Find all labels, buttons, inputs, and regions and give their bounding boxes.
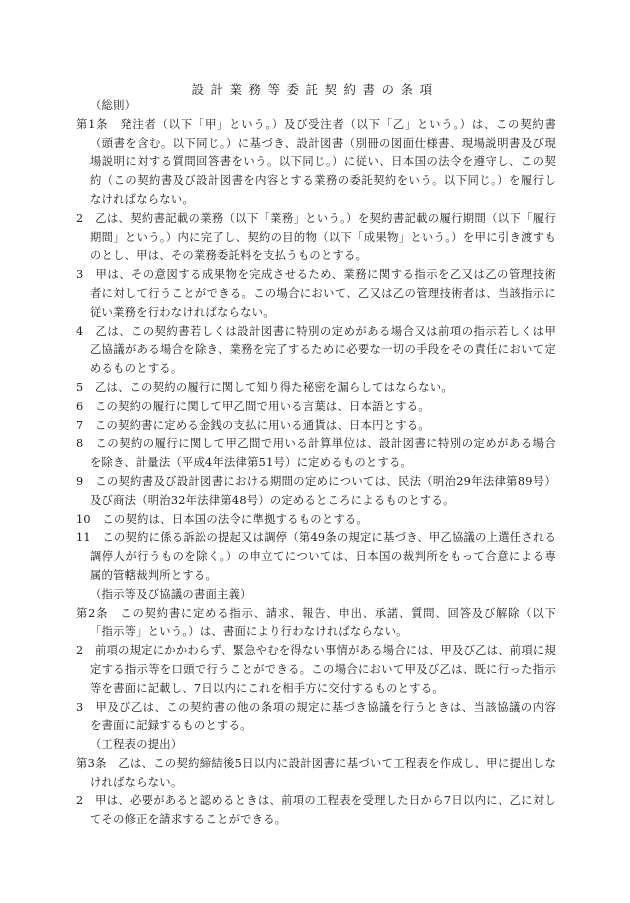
article-2-clause-1: 第2条 この契約書に定める指示、請求、報告、申出、承諾、質問、回答及び解除（以下「指示等」という。）は、書面により行わなければならない。 — [76, 606, 556, 639]
article-1-clause-9: 9 この契約書及び設計図書における期間の定めについては、民法（明治29年法律第89号）及び商法（明治32年法律第48号）の定めるところによるものとする。 — [76, 474, 556, 507]
article-1-clause-10: 10 この契約は、日本国の法令に準拠するものとする。 — [76, 512, 369, 526]
article-3-clause-1: 第3条 乙は、この契約締結後5日以内に設計図書に基づいて工程表を作成し、甲に提出しなければならない。 — [76, 756, 556, 789]
article-2-clause-2: 2 前項の規定にかかわらず、緊急やむを得ない事情がある場合には、甲及び乙は、前項に規定する指示等を口頭で行うことができる。この場合において甲及び乙は、既に行った指示等を書面に記載し、7日以内にこれを相手方に交付するものとする。 — [76, 644, 556, 695]
section-heading-written-instructions: （指示等及び協議の書面主義） — [90, 587, 252, 601]
section-heading-schedule: （工程表の提出） — [90, 738, 183, 752]
article-1-clause-8: 8 この契約の履行に関して甲乙間で用いる計算単位は、設計図書に特別の定めがある場合を除き、計量法（平成4年法律第51号）に定めるものとする。 — [76, 437, 556, 470]
article-1-clause-1: 第1条 発注者（以下「甲」という。）及び受注者（以下「乙」という。）は、この契約書（頭書を含む。以下同じ。）に基づき、設計図書（別冊の図面仕様書、現場説明書及び現場説明に対する質問回答書をいう。以下同じ。）に従い、日本国の法令を遵守し、この契約（この契約書及び設計図書を内容とする業務の委託契約をいう。以下同じ。）を履行しなければならない。 — [76, 117, 556, 206]
article-1-clause-11: 11 この契約に係る訴訟の提起又は調停（第49条の規定に基づき、甲乙協議の上選任される調停人が行うものを除く。）の申立てについては、日本国の裁判所をもって合意による専属的管轄裁判所とする。 — [76, 531, 556, 582]
article-1-clause-6: 6 この契約の履行に関して甲乙間で用いる言葉は、日本語とする。 — [76, 399, 430, 413]
article-1-clause-2: 2 乙は、契約書記載の業務（以下「業務」という。）を契約書記載の履行期間（以下「履行期間」という。）内に完了し、契約の目的物（以下「成果物」という。）を甲に引き渡すものとし、甲は、その業務委託料を支払うものとする。 — [76, 211, 556, 263]
document-body — [76, 97, 556, 830]
article-3-clause-2: 2 甲は、必要があると認めるときは、前項の工程表を受理した日から7日以内に、乙に対してその修正を請求することができる。 — [76, 794, 556, 827]
article-1-clause-7: 7 この契約書に定める金銭の支払に用いる通貨は、日本円とする。 — [76, 418, 430, 432]
article-1-clause-4: 4 乙は、この契約書若しくは設計図書に特別の定めがある場合又は前項の指示若しくは甲乙協議がある場合を除き、業務を完了するために必要な一切の手段をその責任において定めるものとする。 — [76, 324, 556, 376]
article-1-clause-3: 3 甲は、その意図する成果物を完成させるため、業務に関する指示を乙又は乙の管理技術者に対して行うことができる。この場合において、乙又は乙の管理技術者は、当該指示に従い業務を行わなければならない。 — [76, 268, 556, 319]
section-heading-general: （総則） — [90, 99, 137, 112]
article-1-clause-5: 5 乙は、この契約の履行に関して知り得た秘密を漏らしてはならない。 — [76, 380, 453, 394]
document-title: 設計業務等委託契約書の条項 — [191, 82, 439, 97]
article-2-clause-3: 3 甲及び乙は、この契約書の他の条項の規定に基づき協議を行うときは、当該協議の内容を書面に記録するものとする。 — [76, 700, 556, 733]
